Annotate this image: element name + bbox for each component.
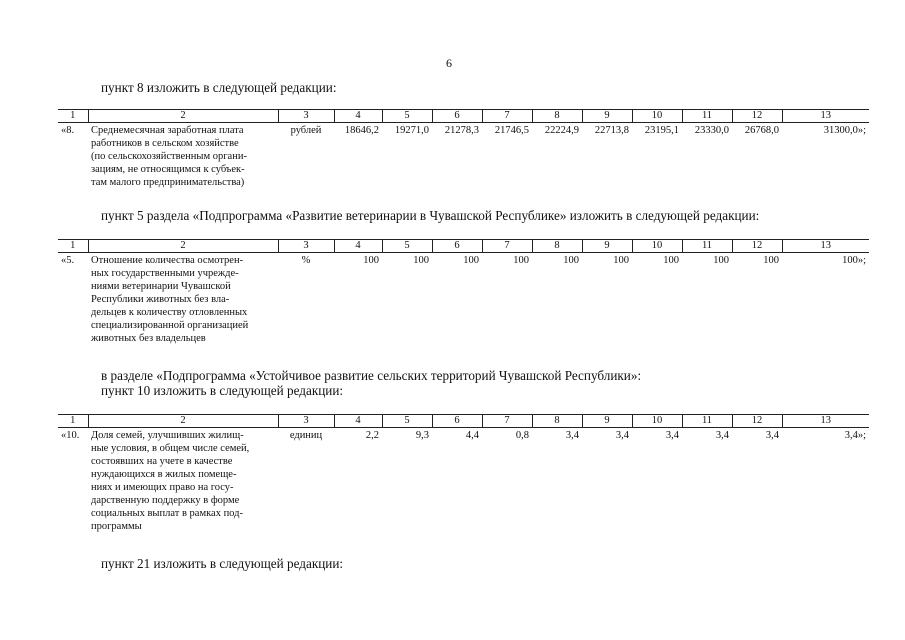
header-cell: 3: [278, 240, 334, 253]
paragraph-item-21: пункт 21 изложить в следующей редакции:: [101, 556, 344, 571]
value-cell: 100: [713, 255, 729, 266]
value-cell: 21278,3: [444, 125, 479, 136]
value-cell: 23330,0: [694, 125, 729, 136]
description-line: ниях и имеющих право на госу-: [91, 482, 234, 493]
value-cell: 100: [613, 255, 629, 266]
table-row: [58, 123, 869, 190]
unit-cell: %: [301, 255, 311, 266]
description-line: зациям, не относящимся к субъек-: [91, 164, 245, 175]
table-row: [58, 428, 869, 534]
value-cell: 100: [513, 255, 529, 266]
value-cell: 3,4: [715, 430, 729, 441]
indicator-table-salary: [58, 109, 869, 189]
header-cell: 3: [278, 110, 334, 123]
header-cell: 9: [582, 415, 632, 428]
value-cell: 3,4: [765, 430, 779, 441]
header-cell: 12: [732, 415, 782, 428]
value-cell: 100: [663, 255, 679, 266]
header-cell: 6: [432, 240, 482, 253]
header-cell: 11: [682, 110, 732, 123]
indicator-table-veterinary: [58, 239, 869, 345]
unit-cell: рублей: [290, 125, 322, 136]
value-cell: 3,4»;: [844, 430, 866, 441]
description-line: состоявших на учете в качестве: [91, 456, 233, 467]
header-cell: 12: [732, 110, 782, 123]
indicator-description: [88, 123, 278, 190]
header-cell: 6: [432, 110, 482, 123]
description-line: Среднемесячная заработная плата: [91, 125, 244, 136]
value-cell: 22224,9: [544, 125, 579, 136]
header-cell: 8: [532, 240, 582, 253]
description-line: специализированной организацией: [91, 320, 249, 331]
header-cell: 1: [58, 240, 88, 253]
header-cell: 8: [532, 110, 582, 123]
description-line: социальных выплат в рамках под-: [91, 508, 243, 519]
header-cell: 10: [632, 240, 682, 253]
indicator-table-housing: [58, 414, 869, 533]
description-line: нуждающихся в жилых помеще-: [91, 469, 237, 480]
header-cell: 4: [334, 415, 382, 428]
description-line: ные условия, в общем числе семей,: [91, 443, 250, 454]
header-cell: 13: [782, 415, 869, 428]
value-cell: 2,2: [365, 430, 379, 441]
description-line: ниями ветеринарии Чувашской: [91, 281, 231, 292]
value-cell: 100: [363, 255, 379, 266]
table-header-row: [58, 415, 869, 428]
value-cell: 21746,5: [494, 125, 529, 136]
description-line: дельцев к количеству отловленных: [91, 307, 248, 318]
value-cell: 23195,1: [644, 125, 679, 136]
header-cell: 12: [732, 240, 782, 253]
value-cell: 100: [563, 255, 579, 266]
row-number: «8.: [61, 125, 75, 136]
description-line: дарственную поддержку в форме: [91, 495, 240, 506]
paragraph-rural-section: в разделе «Подпрограмма «Устойчивое развитие сельских территорий Чувашской Республики»:: [101, 368, 642, 383]
header-cell: 2: [88, 415, 278, 428]
header-cell: 6: [432, 415, 482, 428]
value-cell: 100»;: [842, 255, 866, 266]
value-cell: 100: [463, 255, 479, 266]
value-cell: 0,8: [515, 430, 529, 441]
description-line: Отношение количества осмотрен-: [91, 255, 244, 266]
header-cell: 4: [334, 110, 382, 123]
indicator-description: [88, 428, 278, 534]
header-cell: 4: [334, 240, 382, 253]
row-number: «10.: [61, 430, 80, 441]
description-line: программы: [91, 521, 142, 532]
header-cell: 2: [88, 240, 278, 253]
paragraph-item-8: пункт 8 изложить в следующей редакции:: [101, 80, 337, 95]
header-cell: 1: [58, 110, 88, 123]
header-cell: 7: [482, 110, 532, 123]
header-cell: 9: [582, 240, 632, 253]
indicator-description: [88, 253, 278, 346]
value-cell: 19271,0: [394, 125, 429, 136]
value-cell: 9,3: [415, 430, 429, 441]
description-line: Доля семей, улучшивших жилищ-: [91, 430, 244, 441]
header-cell: 3: [278, 415, 334, 428]
header-cell: 11: [682, 240, 732, 253]
value-cell: 4,4: [465, 430, 479, 441]
header-cell: 13: [782, 110, 869, 123]
value-cell: 26768,0: [744, 125, 779, 136]
header-cell: 10: [632, 110, 682, 123]
paragraph-veterinary-item-5: пункт 5 раздела «Подпрограмма «Развитие ветеринарии в Чувашской Республике» изложить в следующей редакции:: [101, 208, 760, 223]
header-cell: 5: [382, 110, 432, 123]
header-cell: 5: [382, 240, 432, 253]
description-line: Республики животных без вла-: [91, 294, 230, 305]
table-header-row: [58, 110, 869, 123]
value-cell: 31300,0»;: [823, 125, 866, 136]
header-cell: 9: [582, 110, 632, 123]
description-line: животных без владельцев: [91, 333, 206, 344]
paragraph-item-10: пункт 10 изложить в следующей редакции:: [101, 383, 344, 398]
page-number: 6: [446, 56, 452, 70]
table-header-row: [58, 240, 869, 253]
header-cell: 2: [88, 110, 278, 123]
header-cell: 13: [782, 240, 869, 253]
header-cell: 7: [482, 240, 532, 253]
value-cell: 3,4: [565, 430, 579, 441]
value-cell: 22713,8: [594, 125, 629, 136]
header-cell: 7: [482, 415, 532, 428]
description-line: (по сельскохозяйственным органи-: [91, 151, 247, 162]
value-cell: 100: [413, 255, 429, 266]
row-number: «5.: [61, 255, 75, 266]
header-cell: 8: [532, 415, 582, 428]
header-cell: 10: [632, 415, 682, 428]
unit-cell: единиц: [289, 430, 323, 441]
value-cell: 100: [763, 255, 779, 266]
header-cell: 5: [382, 415, 432, 428]
description-line: там малого предпринимательства): [91, 177, 245, 188]
description-line: ных государственными учрежде-: [91, 268, 239, 279]
table-row: [58, 253, 869, 346]
header-cell: 1: [58, 415, 88, 428]
value-cell: 3,4: [665, 430, 679, 441]
description-line: работников в сельском хозяйстве: [91, 138, 239, 149]
value-cell: 18646,2: [344, 125, 379, 136]
header-cell: 11: [682, 415, 732, 428]
value-cell: 3,4: [615, 430, 629, 441]
